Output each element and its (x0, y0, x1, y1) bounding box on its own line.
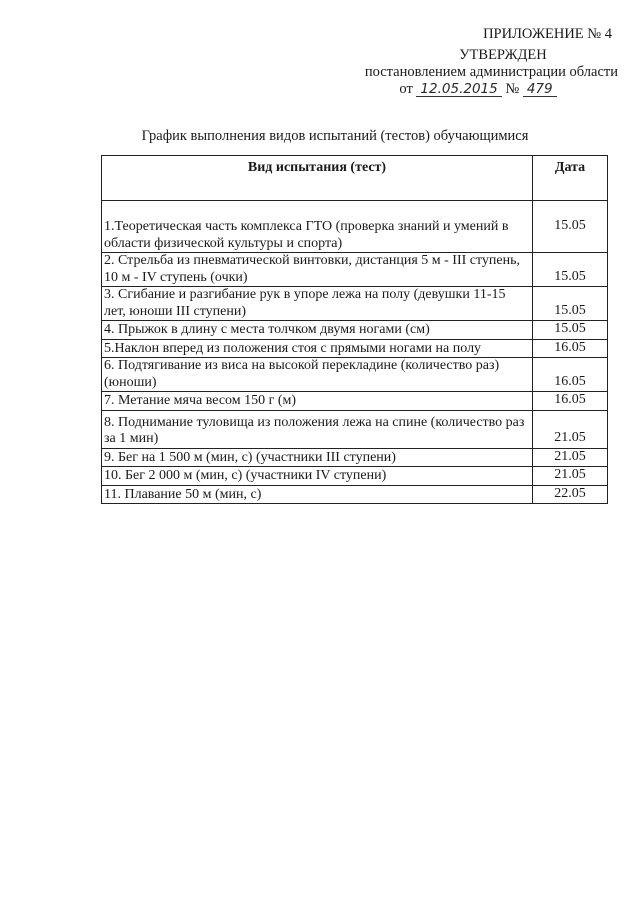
number-label: № (505, 81, 520, 97)
table-row (102, 321, 608, 340)
test-name-cell: 9. Бег на 1 500 м (мин, с) (участники III ступени) (102, 448, 533, 467)
test-schedule-table (101, 155, 608, 504)
test-date-cell: 22.05 (533, 485, 608, 504)
column-header-date: Дата (533, 156, 608, 201)
table-row (102, 287, 608, 321)
test-name-cell: 11. Плавание 50 м (мин, с) (102, 485, 533, 504)
test-name-cell: 1.Теоретическая часть комплекса ГТО (проверка знаний и умений в области физической культуры и спорта) (102, 201, 533, 253)
test-name-cell: 5.Наклон вперед из положения стоя с прямыми ногами на полу (102, 339, 533, 358)
test-date-cell: 15.05 (533, 287, 608, 321)
test-name-cell: 8. Поднимание туловища из положения лежа на спине (количество раз за 1 мин) (102, 410, 533, 448)
test-name-cell: 10. Бег 2 000 м (мин, с) (участники IV ступени) (102, 467, 533, 486)
column-header-test: Вид испытания (тест) (102, 156, 533, 201)
test-name-cell: 3. Сгибание и разгибание рук в упоре лежа на полу (девушки 11-15 лет, юноши III ступени) (102, 287, 533, 321)
table-row (102, 448, 608, 467)
handwritten-date: 12.05.2015 (416, 82, 501, 97)
test-date-cell: 21.05 (533, 410, 608, 448)
table-row (102, 339, 608, 358)
test-name-cell: 7. Метание мяча весом 150 г (м) (102, 392, 533, 411)
test-name-cell: 6. Подтягивание из виса на высокой перекладине (количество раз) (юноши) (102, 358, 533, 392)
handwritten-number: 479 (523, 82, 557, 97)
test-name-cell: 4. Прыжок в длину с места толчком двумя ногами (см) (102, 321, 533, 340)
test-date-cell: 15.05 (533, 253, 608, 287)
table-row (102, 467, 608, 486)
table-row (102, 392, 608, 411)
test-date-cell: 21.05 (533, 448, 608, 467)
table-row (102, 410, 608, 448)
table-row (102, 485, 608, 504)
table-header-row (102, 156, 608, 201)
appendix-label: ПРИЛОЖЕНИЕ № 4 (483, 26, 612, 42)
test-date-cell: 15.05 (533, 201, 608, 253)
table-row (102, 253, 608, 287)
table-row (102, 358, 608, 392)
approval-header (318, 26, 618, 98)
from-label: от (399, 81, 413, 97)
decree-label: постановлением администрации области (364, 64, 618, 80)
decree-date-number (318, 81, 618, 98)
approved-label: УТВЕРЖДЕН (459, 47, 547, 63)
test-name-cell: 2. Стрельба из пневматической винтовки, дистанция 5 м - III ступень, 10 м - IV ступень (очки) (102, 253, 533, 287)
test-date-cell: 16.05 (533, 339, 608, 358)
table-row (102, 201, 608, 253)
test-date-cell: 21.05 (533, 467, 608, 486)
test-date-cell: 16.05 (533, 392, 608, 411)
test-date-cell: 15.05 (533, 321, 608, 340)
document-title: График выполнения видов испытаний (тестов) обучающимися (141, 128, 529, 144)
test-date-cell: 16.05 (533, 358, 608, 392)
